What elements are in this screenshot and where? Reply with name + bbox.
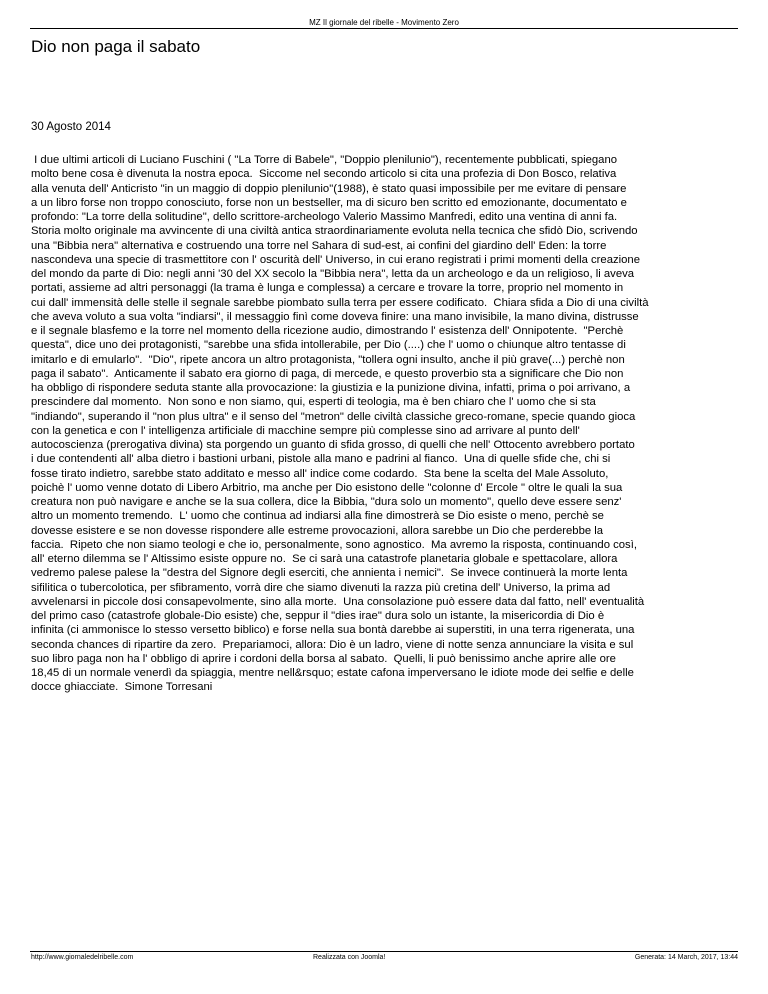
- footer-url: http://www.giornaledelribelle.com: [31, 954, 134, 961]
- running-header: MZ Il giornale del ribelle - Movimento Zero: [309, 18, 459, 27]
- footer-credit: Realizzata con Joomla!: [313, 954, 386, 961]
- footer-divider: [30, 951, 738, 952]
- article-title: Dio non paga il sabato: [31, 37, 201, 56]
- header-divider: [30, 28, 738, 29]
- footer-generated: Generata: 14 March, 2017, 13:44: [634, 954, 738, 961]
- article-body: I due ultimi articoli di Luciano Fuschini ( "La Torre di Babele", "Doppio plenilunio"), recentemente pubblicati, spiegano molto bene cosa è divenuta la nostra epoca. Siccome nel secondo articolo si cita una profezia di Don Bosco, relativa alla venuta dell' Anticristo "in un maggio di doppio plenilunio"(1988), è stato quasi impossibile per me evitare di pensare a un libro forse non troppo conosciuto, forse non un bestseller, ma di sicuro ben scritto ed emozionante, documentato e profondo: "La torre della solitudine", dello scrittore-archeologo Valerio Massimo Manfredi, edito una ventina di anni fa. Storia molto originale ma avvincente di una civiltà antica straordinariamente evoluta nella tecnica che sfidò Dio, scrivendo una "Bibbia nera" alternativa e costruendo una torre nel Sahara di sud-est, ai confini del giardino dell' Eden: la torre nascondeva una specie di trasmettitore con l' oscurità dell' Universo, in cui erano registrati i primi momenti della creazione del mondo da parte di Dio: negli anni '30 del XX secolo la "Bibbia nera", letta da un archeologo e da un religioso, li aveva portati, assieme ad altri personaggi (la trama è lunga e complessa) a cercare e trovare la torre, proprio nel momento in cui dall' immensità delle stelle il segnale sarebbe piombato sulla terra per essere codificato. Chiara sfida a Dio di una civiltà che aveva voluto a sua volta "indiarsi", il messaggio finì come doveva finire: una mano invisibile, la mano divina, distrusse e il segnale blasfemo e la torre nel momento della ricezione audio, dimostrando l' esistenza dell' Onnipotente. "Perchè questa", dice uno dei protagonisti, "sarebbe una sfida intollerabile, per Dio (....) che l' uomo o chiunque altro tentasse di imitarlo e di emularlo". "Dio", ripete ancora un altro protagonista, "tollera ogni insulto, anche il più grave(...) perchè non paga il sabato". Anticamente il sabato era giorno di paga, di mercede, e questo proverbio sta a significare che Dio non ha obbligo di rispondere seduta stante alla provocazione: la giustizia e la punizione divina, infatti, prima o poi arrivano, a prescindere dal momento. Non sono e non siamo, qui, esperti di teologia, ma è ben chiaro che l' uomo che si sta "indiando", superando il "non plus ultra" e il senso del "metron" delle civiltà classiche greco-romane, specie quando gioca con la genetica e con l' intelligenza artificiale di macchine sempre più complesse sino ad arrivare al punto dell' autocoscienza (prerogativa divina) sta porgendo un guanto di sfida grosso, di quelli che nell' Ottocento avrebbero portato i due contendenti all' alba dietro i bastioni urbani, pistole alla mano e padrini al fianco. Una di quelle sfide che, chi si fosse tirato indietro, sarebbe stato additato e messo all' indice come codardo. Sta bene la scelta del Male Assoluto, poichè l' uomo venne dotato di Libero Arbitrio, ma anche per Dio esistono delle "colonne d' Ercole " oltre le quali la sua creatura non può navigare e anche se la sua collera, dice la Bibbia, "dura solo un momento", quello deve essere senz' altro un momento tremendo. L' uomo che continua ad indiarsi alla fine dimostrerà se Dio esiste o meno, perchè se dovesse esistere e se non dovesse rispondere alle estreme provocazioni, allora sarebbe un Dio che perderebbe la faccia. Ripeto che non siamo teologi e che io, personalmente, sono agnostico. Ma avremo la risposta, continuando così, all' eterno dilemma se l' Altissimo esiste oppure no. Se ci sarà una catastrofe planetaria globale e spettacolare, allora vedremo palese palese la "destra del Signore degli eserciti, che annienta i nemici". Se invece continuerà la morte lenta sifilitica o tubercolotica, per sfibramento, vorrà dire che siamo divenuti la razza più cretina dell' Universo, la prima ad avvelenarsi in piccole dosi consapevolmente, sino alla morte. Una consolazione può essere data dal fatto, nell' eventualità del primo caso (catastrofe globale-Dio esiste) che, seppur il "dies irae" dura solo un istante, la misericordia di Dio è infinita (ci ammonisce lo stesso versetto biblico) e forse nella sua bontà darebbe ai superstiti, in una terra rigenerata, una seconda chances di ripartire da zero. Prepariamoci, allora: Dio è un ladro, viene di notte senza annunciare la visita e sul suo libro paga non ha l' obbligo di aprire i cordoni della borsa al sabato. Quelli, li può benissimo anche aprire alle ore 18,45 di un normale venerdì da spiaggia, mentre nell&rsquo; estate cafona imperversano le idiote mode dei selfie e delle docce ghiacciate. Simone Torresani: [31, 154, 649, 694]
- article-date: 30 Agosto 2014: [31, 121, 111, 133]
